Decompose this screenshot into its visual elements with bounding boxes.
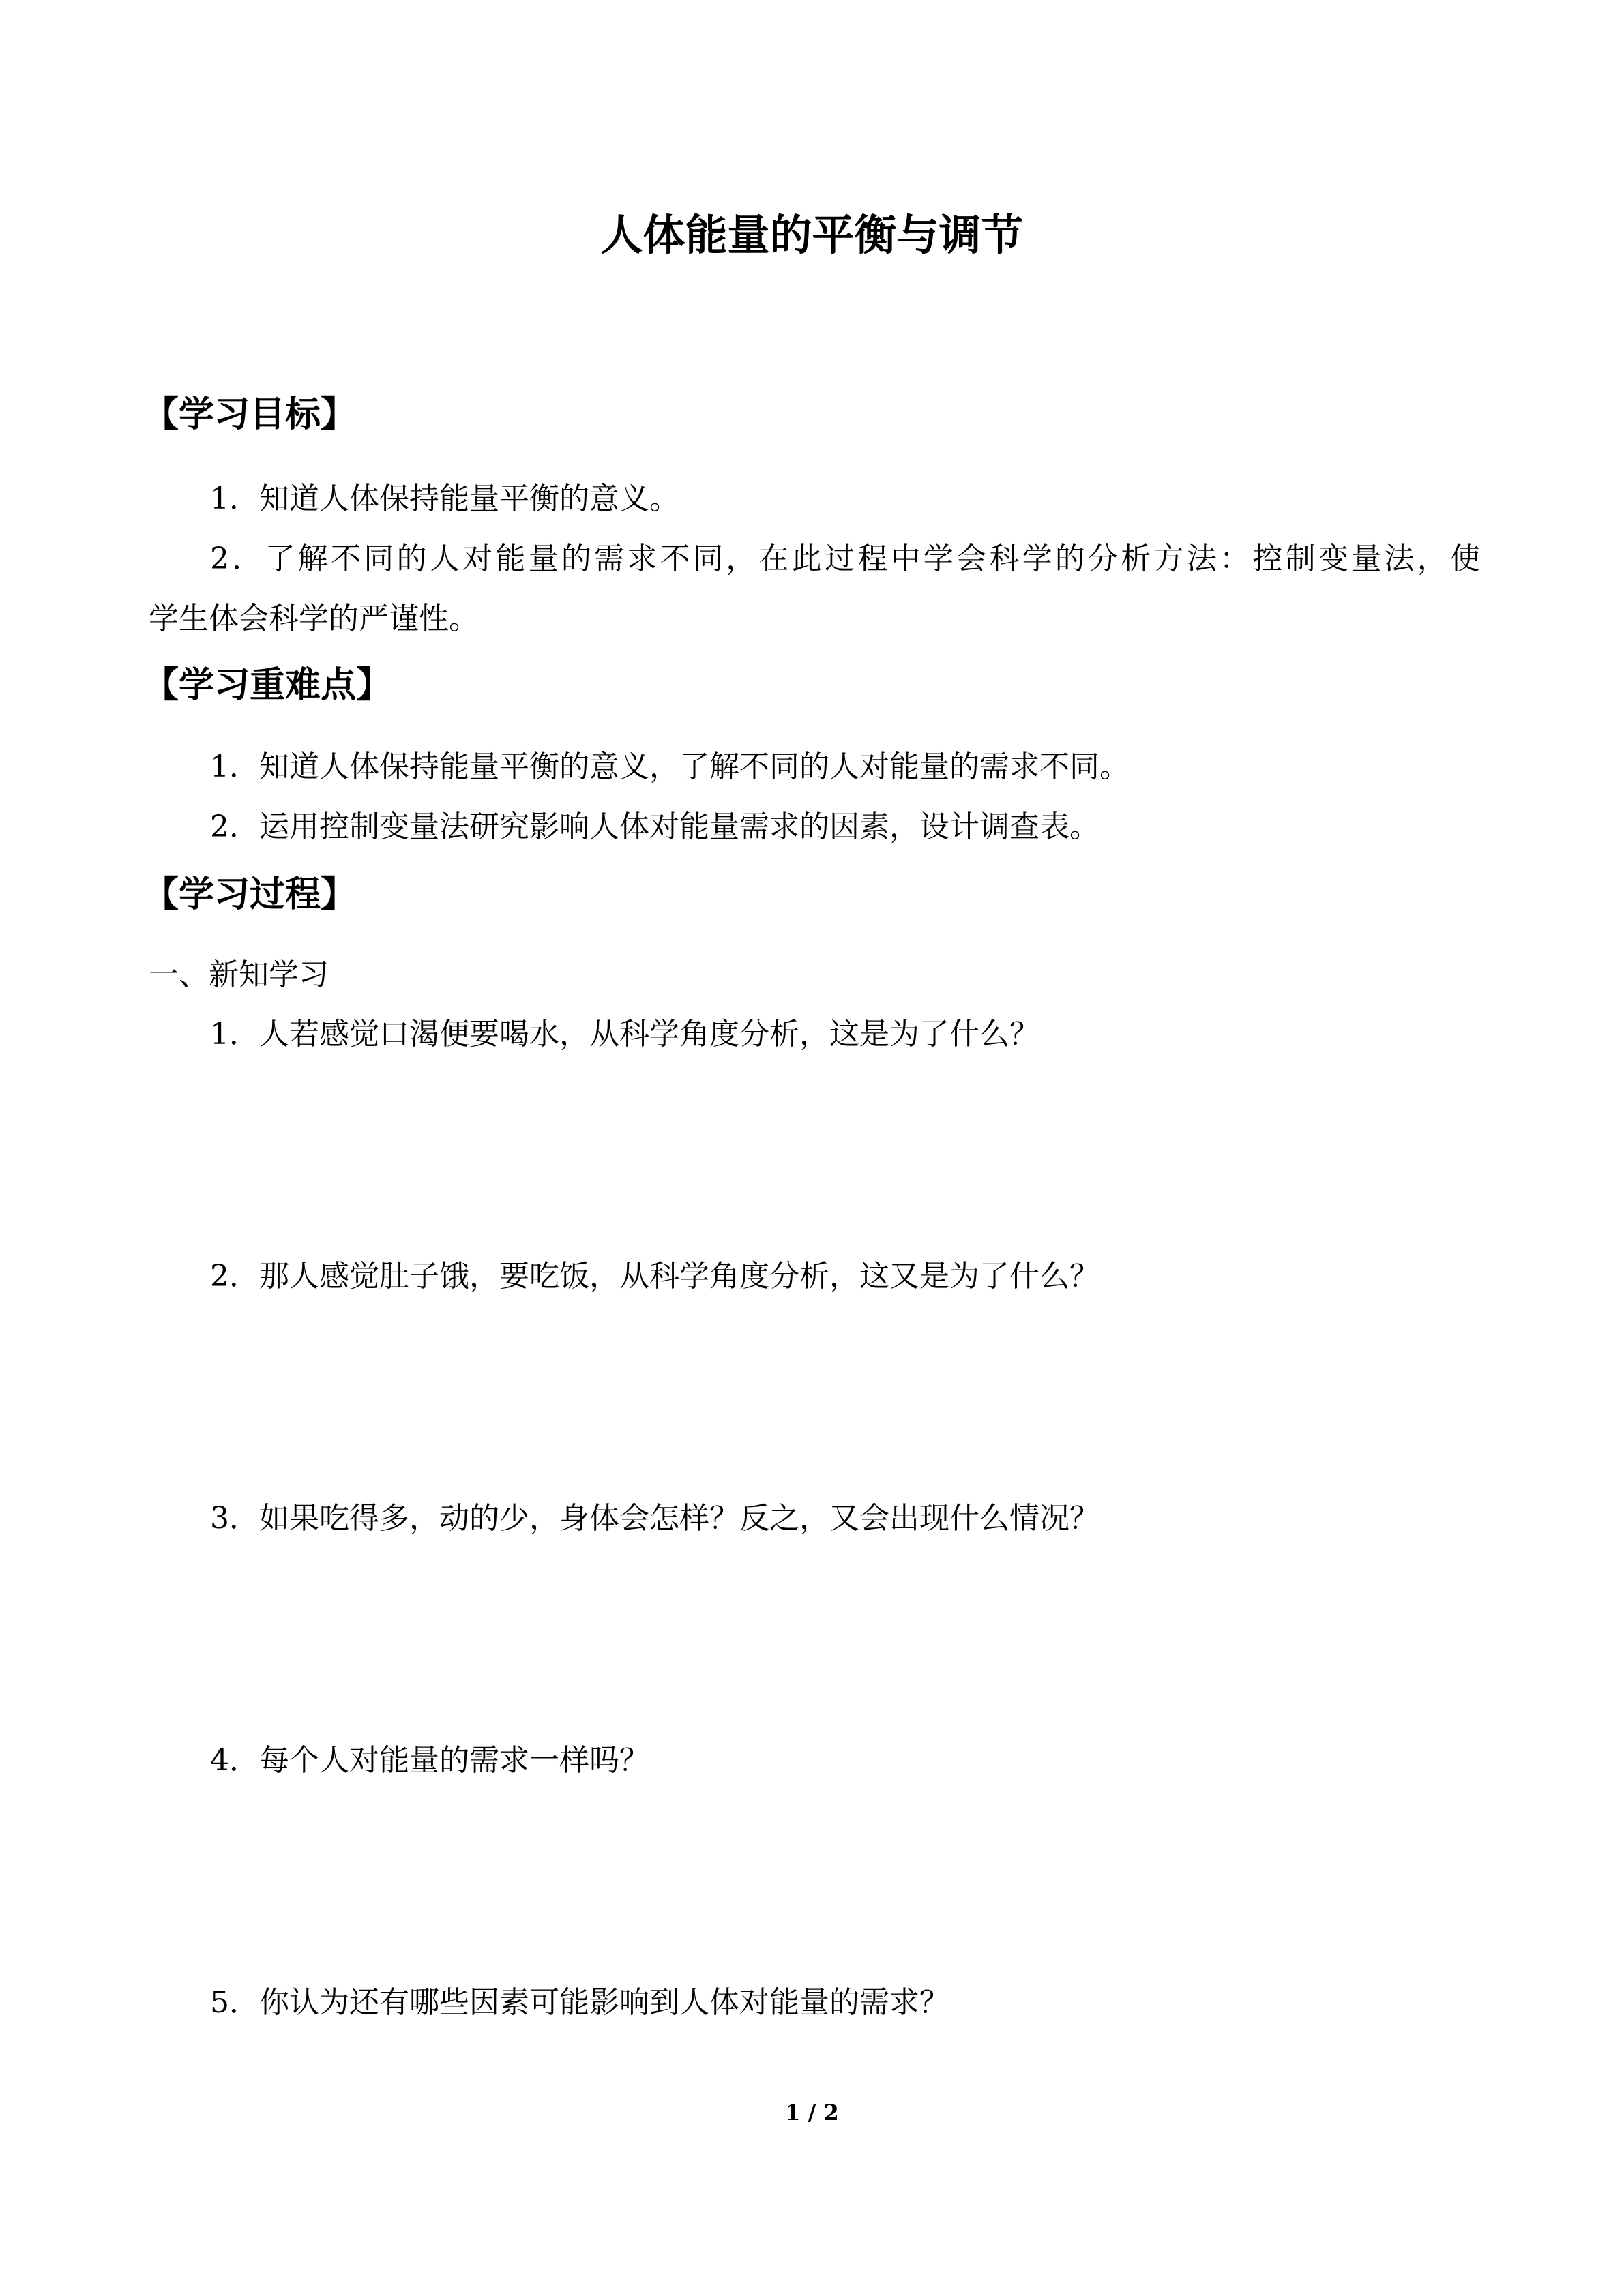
objective-item-2: 2．了解不同的人对能量的需求不同，在此过程中学会科学的分析方法：控制变量法，使 (210, 541, 1480, 576)
page-title: 人体能量的平衡与调节 (600, 210, 1024, 260)
question-3: 3．如果吃得多，动的少，身体会怎样？反之，又会出现什么情况？ (210, 1501, 1099, 1536)
section-heading-key-points: 【学习重难点】 (143, 665, 392, 706)
section-heading-process: 【学习过程】 (143, 874, 357, 915)
objective-item-1: 1．知道人体保持能量平衡的意义。 (210, 481, 679, 516)
page-number: 1 / 2 (785, 2100, 839, 2126)
question-2: 2．那人感觉肚子饿，要吃饭，从科学角度分析，这又是为了什么？ (210, 1259, 1099, 1294)
objective-item-2-continued: 学生体会科学的严谨性。 (149, 601, 479, 636)
section-heading-objectives: 【学习目标】 (143, 394, 357, 435)
process-subheading: 一、新知学习 (149, 957, 329, 992)
question-4: 4．每个人对能量的需求一样吗？ (210, 1743, 649, 1778)
question-1: 1．人若感觉口渴便要喝水，从科学角度分析，这是为了什么？ (210, 1017, 1039, 1052)
key-point-item-2: 2．运用控制变量法研究影响人体对能量需求的因素，设计调查表。 (210, 809, 1099, 844)
question-5: 5．你认为还有哪些因素可能影响到人体对能量的需求？ (210, 1985, 949, 2020)
key-point-item-1: 1．知道人体保持能量平衡的意义，了解不同的人对能量的需求不同。 (210, 749, 1130, 784)
